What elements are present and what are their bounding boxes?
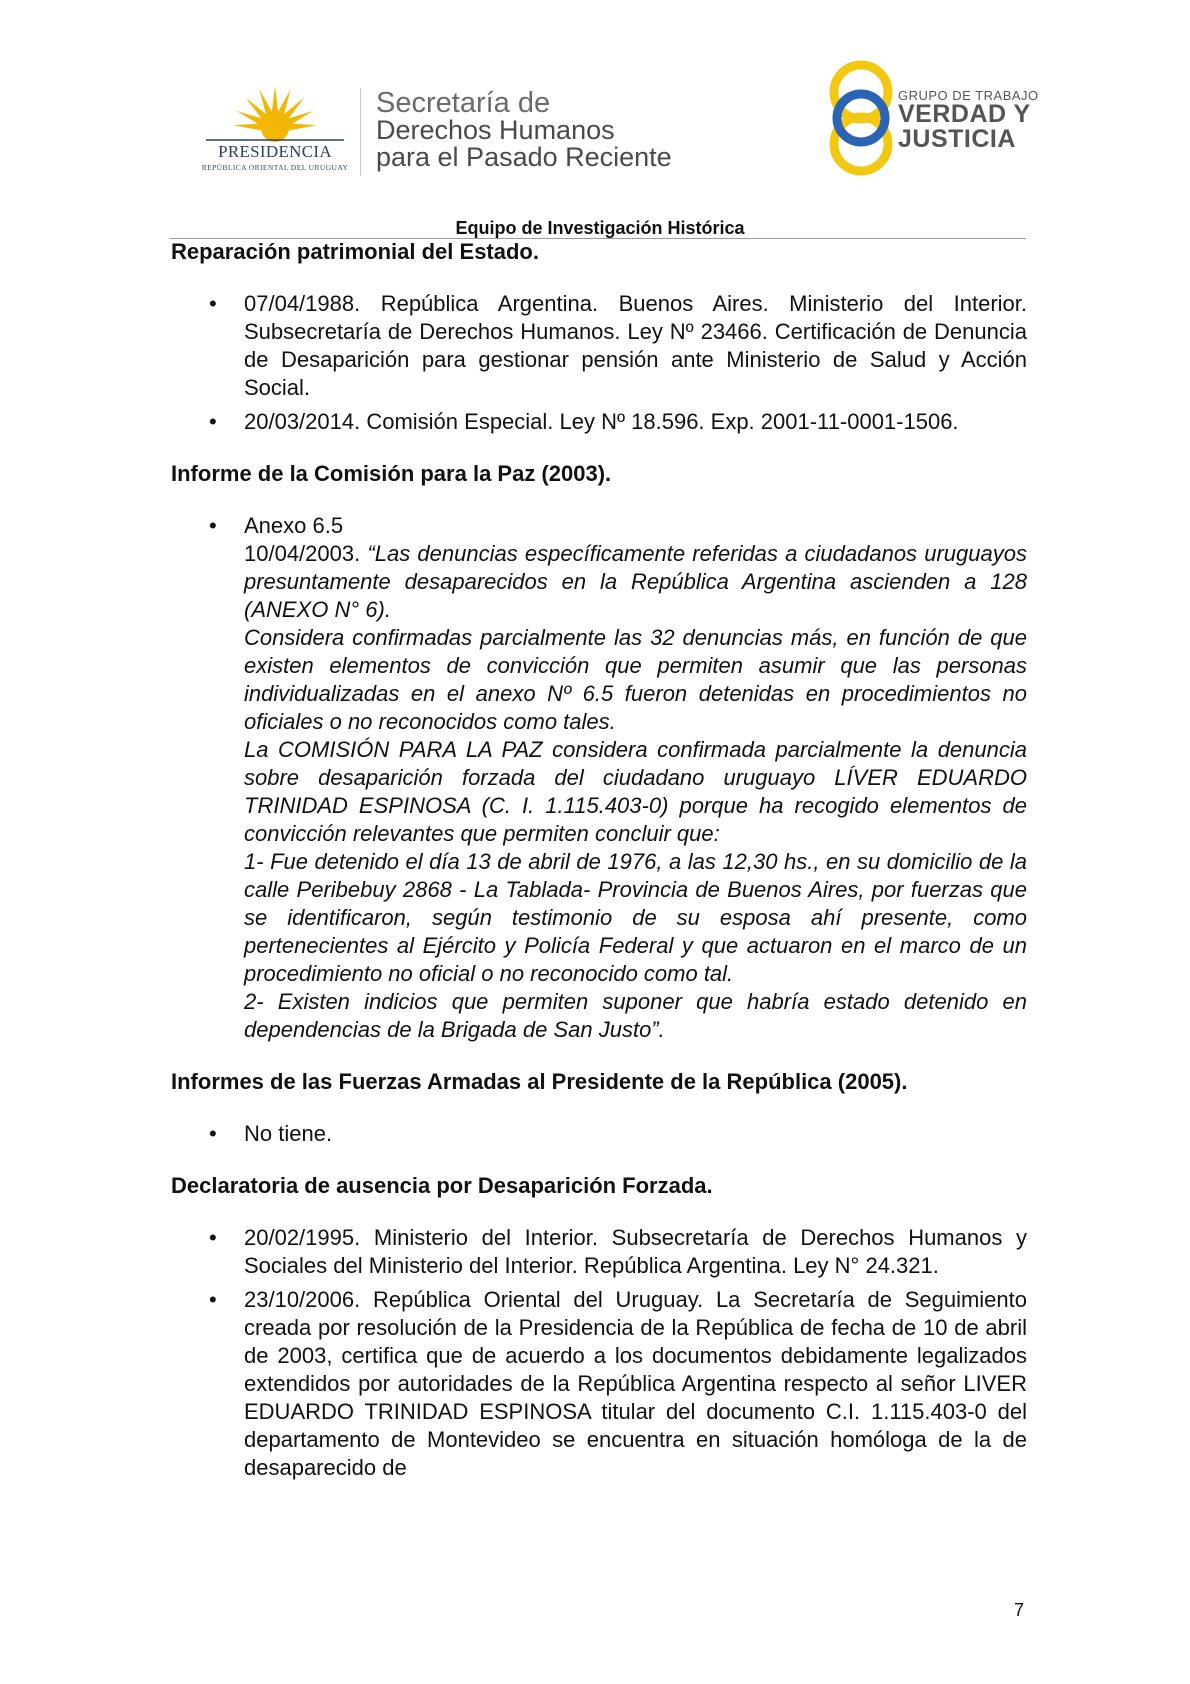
annex-quote-5: 2- Existen indicios que permiten suponer que habría estado detenido en dependencias de la Brigada de San Justo”. <box>244 989 1027 1042</box>
bullet-icon: • <box>209 291 217 316</box>
spacer <box>171 488 1027 512</box>
section-heading-comision-paz: Informe de la Comisión para la Paz (2003). <box>171 461 612 486</box>
vj-title-line-1: VERDAD Y <box>898 100 1031 128</box>
bullet-icon: • <box>209 409 217 434</box>
list-item-text: 20/02/1995. Ministerio del Interior. Subsecretaría de Derechos Humanos y Sociales del Ministerio del Interior. República Argentina. Ley N° 24.321. <box>244 1225 1027 1278</box>
section-heading-declaratoria: Declaratoria de ausencia por Desaparición Forzada. <box>171 1173 713 1198</box>
page-number: 7 <box>1014 1600 1025 1620</box>
list-item-text: 07/04/1988. República Argentina. Buenos Aires. Ministerio del Interior. Subsecretaría de Derechos Humanos. Ley Nº 23466. Certificación de Denuncia de Desaparición para gestionar pensión ante Ministerio de Salud y Acción Social. <box>244 291 1027 400</box>
presidencia-logo-text: PRESIDENCIA <box>218 142 332 161</box>
annex-quote-3: La COMISIÓN PARA LA PAZ considera confirmada parcialmente la denuncia sobre desaparición forzada del ciudadano uruguayo LÍVER EDUARDO TRINIDAD ESPINOSA (C. I. 1.115.403-0) porque ha recogido elementos de convicción relevantes que permiten concluir que: <box>244 737 1027 846</box>
bullet-icon: • <box>209 1121 217 1146</box>
annex-date: 10/04/2003. <box>244 541 368 566</box>
list-item <box>171 408 1027 436</box>
presidencia-subtitle: REPÚBLICA ORIENTAL DEL URUGUAY <box>201 163 349 172</box>
list-item <box>171 512 1027 1044</box>
reparacion-list <box>171 290 1027 436</box>
spacer <box>171 1044 1027 1068</box>
team-title: Equipo de Investigación Histórica <box>455 218 745 238</box>
list-item <box>171 1286 1027 1482</box>
secretaria-logo-text <box>376 87 672 172</box>
secretaria-line-1: Secretaría de <box>376 87 551 119</box>
spacer <box>171 1096 1027 1120</box>
header-divider <box>360 88 361 176</box>
list-item-text: 23/10/2006. República Oriental del Uruguay. La Secretaría de Seguimiento creada por resolución de la Presidencia de la República de fecha de 10 de abril de 2003, certifica que de acuerdo a los documentos debidamente legalizados extendidos por autoridades de la República Argentina respecto al señor LIVER EDUARDO TRINIDAD ESPINOSA titular del documento C.I. 1.115.403-0 del departamento de Montevideo se encuentra en situación homóloga de la de desaparecido de <box>244 1287 1027 1480</box>
page-header <box>0 0 1190 240</box>
bullet-icon: • <box>209 1287 217 1312</box>
vj-group-label: GRUPO DE TRABAJO <box>898 88 1039 103</box>
secretaria-line-2: Derechos Humanos <box>376 115 615 145</box>
list-item-text: 20/03/2014. Comisión Especial. Ley Nº 18.596. Exp. 2001-11-0001-1506. <box>244 409 959 434</box>
document-body <box>171 238 1027 1482</box>
comision-paz-list <box>171 512 1027 1044</box>
list-item <box>171 1120 1027 1148</box>
vj-title-line-2: JUSTICIA <box>898 125 1016 153</box>
list-item-text: No tiene. <box>244 1121 333 1146</box>
section-heading-fuerzas-armadas: Informes de las Fuerzas Armadas al Presidente de la República (2005). <box>171 1069 908 1094</box>
quote-text: “Las denuncias específicamente referidas a ciudadanos uruguayos presuntamente desaparecidos en la República Argentina ascienden a 128 (ANEXO N° 6). <box>244 541 1027 622</box>
annex-title: Anexo 6.5 <box>244 513 344 538</box>
secretaria-line-3: para el Pasado Reciente <box>376 142 672 172</box>
vj-title <box>898 102 1031 152</box>
declaratoria-list <box>171 1224 1027 1482</box>
annex-quote-1 <box>244 540 1027 624</box>
bullet-icon: • <box>209 1225 217 1250</box>
spacer <box>171 436 1027 460</box>
list-item <box>171 290 1027 402</box>
fuerzas-armadas-list <box>171 1120 1027 1148</box>
section-heading-reparacion: Reparación patrimonial del Estado. <box>171 239 539 264</box>
spacer <box>171 1200 1027 1224</box>
bullet-icon: • <box>209 513 217 538</box>
spacer <box>171 266 1027 290</box>
list-item <box>171 1224 1027 1280</box>
annex-quote-2: Considera confirmadas parcialmente las 32 denuncias más, en función de que existen elementos de convicción que permiten asumir que las personas individualizadas en el anexo Nº 6.5 fueron detenidas en procedimientos no oficiales o no reconocidos como tales. <box>244 625 1027 734</box>
spacer <box>171 1148 1027 1172</box>
annex-quote-4: 1- Fue detenido el día 13 de abril de 1976, a las 12,30 hs., en su domicilio de la calle Peribebuy 2868 - La Tablada- Provincia de Buenos Aires, por fuerzas que se identificaron, según testimonio de su esposa ahí presente, como pertenecientes al Ejército y Policía Federal y que actuaron en el marco de un procedimiento no oficial o no reconocido como tal. <box>244 849 1027 986</box>
